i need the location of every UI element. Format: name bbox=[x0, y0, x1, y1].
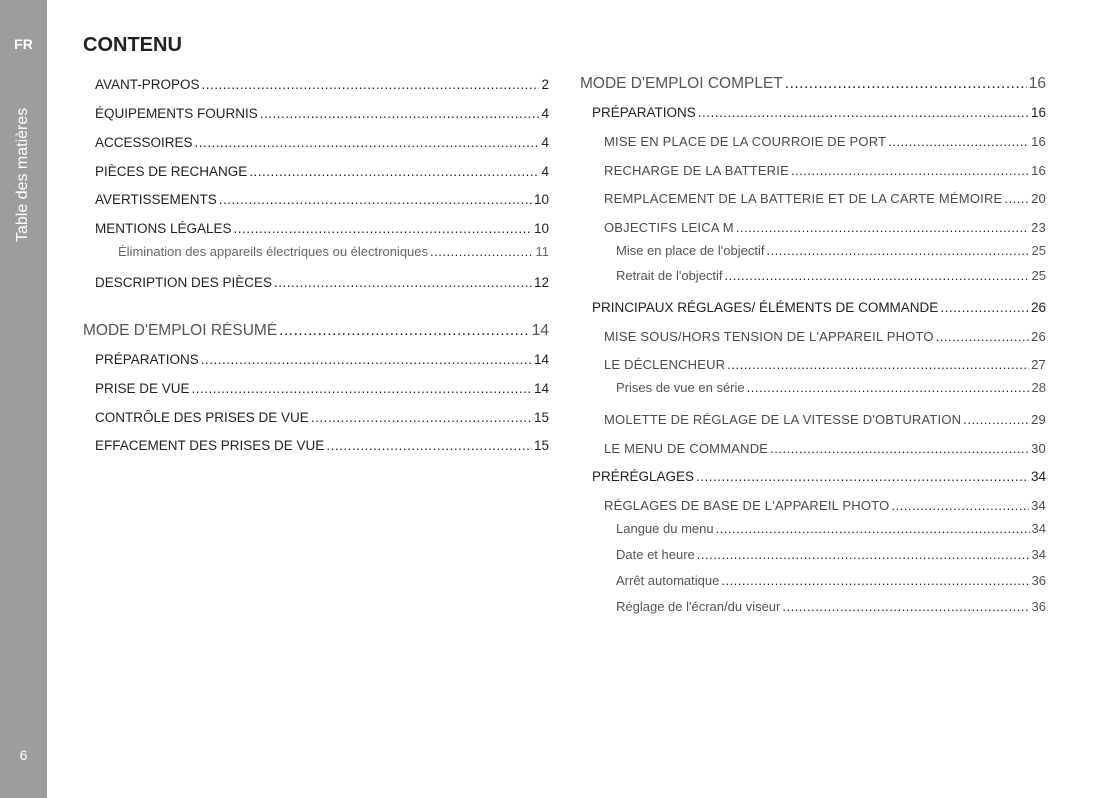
toc-entry-page: 11 bbox=[535, 244, 549, 259]
toc-entry[interactable] bbox=[95, 352, 549, 367]
toc-entry-page: 15 bbox=[533, 438, 549, 453]
toc-entry[interactable] bbox=[604, 329, 1046, 344]
toc-entry[interactable] bbox=[592, 300, 1046, 315]
toc-entry-page: 25 bbox=[1031, 268, 1046, 283]
toc-entry-page: 2 bbox=[541, 77, 549, 92]
toc-entry-page: 29 bbox=[1031, 412, 1046, 427]
toc-entry-title: Retrait de l'objectif bbox=[616, 268, 723, 283]
toc-entry-page: 20 bbox=[1031, 191, 1046, 206]
toc-entry-title: RÉGLAGES DE BASE DE L'APPAREIL PHOTO bbox=[604, 498, 890, 513]
toc-entry[interactable] bbox=[604, 498, 1046, 513]
toc-entry-title: PIÈCES DE RECHANGE bbox=[95, 164, 248, 179]
toc-entry-page: 12 bbox=[533, 275, 549, 290]
toc-entry-title: Arrêt automatique bbox=[616, 573, 720, 588]
section-title-vertical: Table des matières bbox=[14, 107, 31, 242]
toc-subentry[interactable] bbox=[616, 547, 1046, 562]
toc-entry-page: 16 bbox=[1030, 105, 1046, 120]
toc-entry-title: MODE D'EMPLOI RÉSUMÉ bbox=[83, 322, 278, 339]
toc-entry-page: 26 bbox=[1031, 329, 1046, 344]
toc-entry-page: 34 bbox=[1031, 547, 1046, 562]
toc-subentry[interactable] bbox=[616, 599, 1046, 614]
toc-entry-page: 16 bbox=[1031, 134, 1046, 149]
toc-entry-page: 4 bbox=[541, 164, 549, 179]
toc-entry-page: 36 bbox=[1031, 573, 1046, 588]
toc-entry-page: 34 bbox=[1031, 521, 1046, 536]
toc-entry[interactable] bbox=[95, 192, 549, 207]
toc-entry-title: DESCRIPTION DES PIÈCES bbox=[95, 275, 273, 290]
toc-entry-title: EFFACEMENT DES PRISES DE VUE bbox=[95, 438, 325, 453]
toc-entry-page: 15 bbox=[533, 410, 549, 425]
toc-entry-title: PRÉPARATIONS bbox=[592, 105, 696, 120]
toc-entry-page: 23 bbox=[1031, 220, 1046, 235]
toc-entry-page: 25 bbox=[1031, 243, 1046, 258]
toc-entry[interactable] bbox=[604, 220, 1046, 235]
toc-entry-page: 34 bbox=[1031, 498, 1046, 513]
toc-entry[interactable] bbox=[604, 441, 1046, 456]
toc-entry-page: 4 bbox=[541, 106, 549, 121]
toc-entry[interactable] bbox=[95, 275, 549, 290]
toc-subentry[interactable] bbox=[616, 573, 1046, 588]
toc-entry-title: Réglage de l'écran/du viseur bbox=[616, 599, 781, 614]
toc-entry[interactable] bbox=[95, 135, 549, 150]
toc-entry-page: 26 bbox=[1030, 300, 1046, 315]
toc-entry-page: 28 bbox=[1031, 380, 1046, 395]
toc-entry-title: AVERTISSEMENTS bbox=[95, 192, 217, 207]
language-label: FR bbox=[14, 36, 33, 52]
toc-entry-title: PRÉRÉGLAGES bbox=[592, 469, 695, 484]
toc-entry[interactable] bbox=[604, 357, 1046, 372]
toc-entry[interactable] bbox=[95, 381, 549, 396]
toc-entry-title: RECHARGE DE LA BATTERIE bbox=[604, 163, 789, 178]
toc-entry[interactable] bbox=[604, 412, 1046, 427]
toc-entry[interactable] bbox=[95, 410, 549, 425]
toc-entry-title: PRISE DE VUE bbox=[95, 381, 190, 396]
toc-entry-title: ÉQUIPEMENTS FOURNIS bbox=[95, 106, 258, 121]
toc-entry-title: ACCESSOIRES bbox=[95, 135, 193, 150]
toc-entry-page: 16 bbox=[1031, 163, 1046, 178]
toc-entry-title: MODE D'EMPLOI COMPLET bbox=[580, 75, 783, 92]
toc-entry-page: 14 bbox=[533, 352, 549, 367]
toc-entry-page: 27 bbox=[1031, 357, 1046, 372]
toc-major-entry[interactable] bbox=[83, 322, 549, 340]
toc-entry[interactable] bbox=[604, 191, 1046, 206]
toc-entry-title: LE DÉCLENCHEUR bbox=[604, 357, 726, 372]
page-title: CONTENU bbox=[83, 34, 182, 56]
toc-entry-page: 16 bbox=[1028, 75, 1046, 92]
toc-entry[interactable] bbox=[592, 105, 1046, 120]
toc-subentry[interactable] bbox=[616, 268, 1046, 283]
toc-entry-title: MISE EN PLACE DE LA COURROIE DE PORT bbox=[604, 134, 887, 149]
page-number: 6 bbox=[19, 747, 28, 763]
toc-entry-title: REMPLACEMENT DE LA BATTERIE ET DE LA CARTE MÉMOIRE bbox=[604, 191, 1003, 206]
toc-entry[interactable] bbox=[95, 164, 549, 179]
toc-entry-title: PRÉPARATIONS bbox=[95, 352, 199, 367]
toc-entry[interactable] bbox=[95, 77, 549, 92]
toc-entry-title: Prises de vue en série bbox=[616, 380, 745, 395]
toc-entry-title: MOLETTE DE RÉGLAGE DE LA VITESSE D'OBTURATION bbox=[604, 412, 962, 427]
toc-subentry[interactable] bbox=[616, 380, 1046, 395]
toc-subentry[interactable] bbox=[616, 243, 1046, 258]
toc-entry-title: Langue du menu bbox=[616, 521, 714, 536]
toc-entry-page: 34 bbox=[1030, 469, 1046, 484]
toc-entry[interactable] bbox=[592, 469, 1046, 484]
toc-entry[interactable] bbox=[604, 163, 1046, 178]
toc-entry-title: MISE SOUS/HORS TENSION DE L'APPAREIL PHOTO bbox=[604, 329, 934, 344]
toc-entry-title: AVANT-PROPOS bbox=[95, 77, 200, 92]
toc-entry-title: Élimination des appareils électriques ou électroniques bbox=[118, 244, 429, 259]
toc-entry-page: 14 bbox=[533, 381, 549, 396]
toc-entry-page: 4 bbox=[541, 135, 549, 150]
toc-entry-title: CONTRÔLE DES PRISES DE VUE bbox=[95, 410, 309, 425]
toc-entry[interactable] bbox=[95, 106, 549, 121]
toc-entry[interactable] bbox=[95, 221, 549, 236]
toc-entry-title: MENTIONS LÉGALES bbox=[95, 221, 232, 236]
toc-subentry[interactable] bbox=[118, 244, 549, 259]
toc-entry[interactable] bbox=[95, 438, 549, 453]
toc-entry-title: Mise en place de l'objectif bbox=[616, 243, 765, 258]
sidebar-tab bbox=[0, 0, 47, 798]
toc-entry-page: 14 bbox=[531, 322, 549, 339]
toc-subentry[interactable] bbox=[616, 521, 1046, 536]
toc-entry-page: 30 bbox=[1031, 441, 1046, 456]
toc-entry-title: Date et heure bbox=[616, 547, 695, 562]
toc-entry-title: OBJECTIFS LEICA M bbox=[604, 220, 734, 235]
toc-major-entry[interactable] bbox=[580, 75, 1046, 93]
toc-entry-page: 10 bbox=[533, 192, 549, 207]
toc-entry-title: PRINCIPAUX RÉGLAGES/ ÉLÉMENTS DE COMMANDE bbox=[592, 300, 939, 315]
toc-entry-page: 10 bbox=[533, 221, 549, 236]
toc-entry-title: LE MENU DE COMMANDE bbox=[604, 441, 769, 456]
toc-entry-page: 36 bbox=[1031, 599, 1046, 614]
toc-entry[interactable] bbox=[604, 134, 1046, 149]
